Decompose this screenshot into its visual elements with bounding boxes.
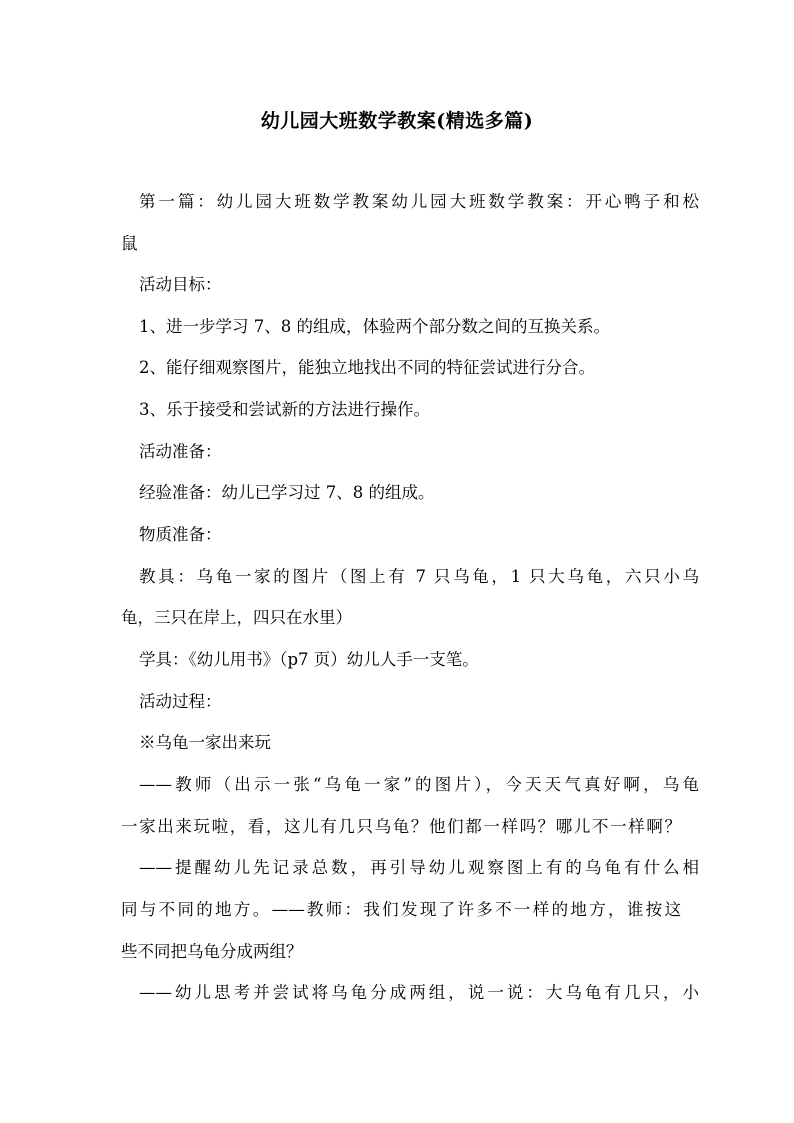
paragraph-line: 一家出来玩啦，看，这儿有几只乌龟？他们都一样吗？哪儿不一样啊？	[121, 817, 681, 836]
section-heading: 活动过程：	[139, 692, 222, 711]
section-heading: 物质准备：	[139, 525, 222, 544]
list-item: 3、乐于接受和尝试新的方法进行操作。	[139, 400, 430, 419]
paragraph-line: ——幼儿思考并尝试将乌龟分成两组，说一说：大乌龟有几只，小	[139, 983, 699, 1002]
paragraph-line: 教具：乌龟一家的图片（图上有 7 只乌龟，1 只大乌龟，六只小乌	[139, 567, 699, 586]
paragraph-line: 第一篇：幼儿园大班数学教案幼儿园大班数学教案：开心鸭子和松	[139, 192, 699, 211]
document-title: 幼儿园大班数学教案(精选多篇)	[260, 110, 534, 132]
paragraph-line: 学具：《幼儿用书》（p7 页）幼儿人手一支笔。	[139, 650, 479, 669]
list-item: 1、进一步学习 7、8 的组成，体验两个部分数之间的互换关系。	[139, 317, 610, 336]
paragraph-line: ——教师（出示一张“乌龟一家”的图片），今天天气真好啊，乌龟	[139, 775, 699, 794]
paragraph-line: 同与不同的地方。——教师：我们发现了许多不一样的地方，谁按这	[121, 900, 681, 919]
subsection-heading: ※乌龟一家出来玩	[139, 733, 271, 752]
paragraph-line: 经验准备：幼儿已学习过 7、8 的组成。	[139, 483, 435, 502]
list-item: 2、能仔细观察图片，能独立地找出不同的特征尝试进行分合。	[139, 358, 595, 377]
paragraph-line: 鼠	[121, 234, 138, 253]
paragraph-line: 些不同把乌龟分成两组？	[121, 942, 303, 961]
section-heading: 活动准备：	[139, 442, 222, 461]
paragraph-line: 龟，三只在岸上，四只在水里）	[121, 608, 352, 627]
paragraph-line: ——提醒幼儿先记录总数，再引导幼儿观察图上有的乌龟有什么相	[139, 858, 699, 877]
section-heading: 活动目标：	[139, 275, 222, 294]
